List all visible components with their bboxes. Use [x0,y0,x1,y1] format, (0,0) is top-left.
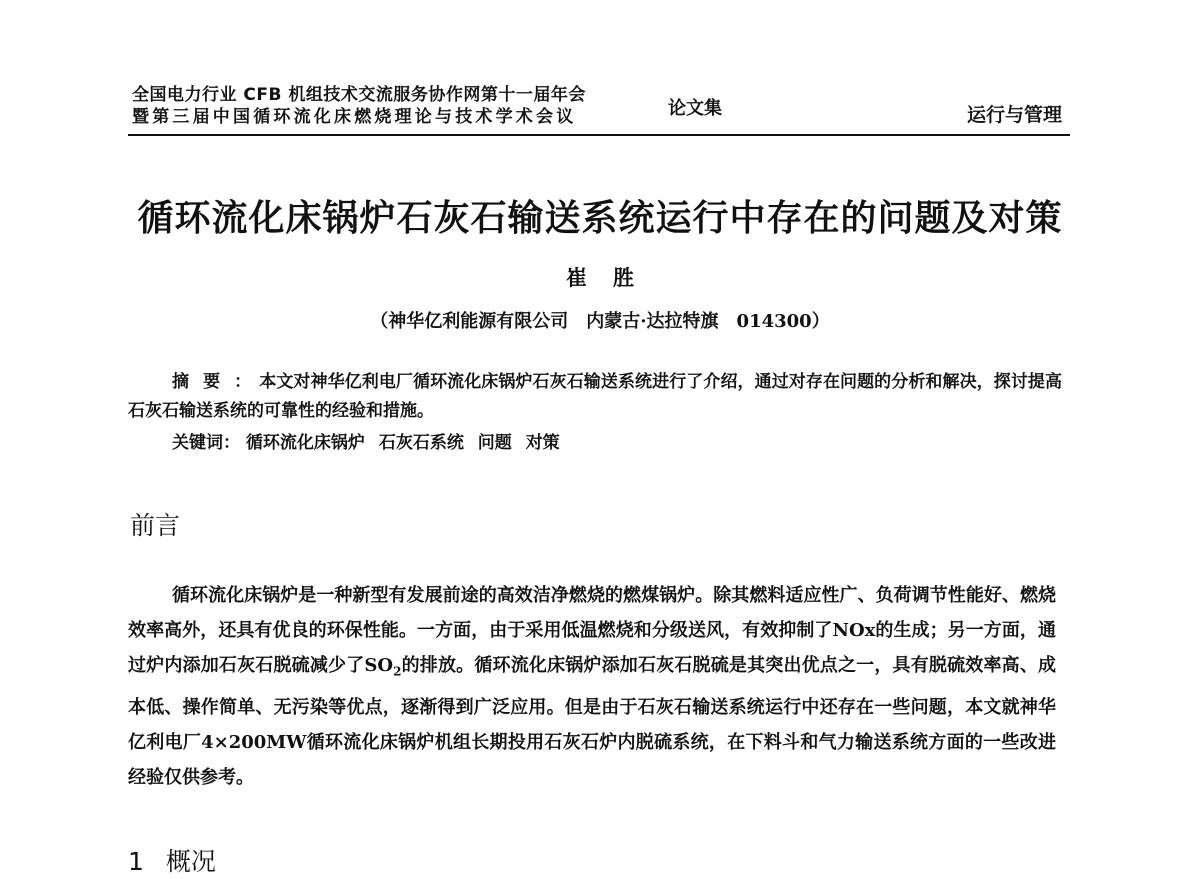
keywords-label: 关键词： [172,433,240,453]
keywords [172,428,568,453]
abstract-text: 本文对神华亿利电厂循环流化床锅炉石灰石输送系统进行了介绍，通过对存在问题的分析和解决，探讨提高石灰石输送系统的可靠性的经验和措施。 [128,372,1063,421]
abstract-label: 摘要： [172,372,266,392]
section-heading-preface: 前言 [130,511,181,540]
so2-subscript: 2 [393,664,402,679]
keyword: 问题 [477,433,512,453]
keyword: 循环流化床锅炉 [245,433,365,453]
conference-name [132,84,586,128]
keyword: 对策 [525,433,560,453]
collection-label: 论文集 [668,98,722,119]
preface-text-part-2: 的排放。循环流化床锅炉添加石灰石脱硫是其突出优点之一，具有脱硫效率高、成本低、操作简单、无污染等优点，逐渐得到广泛应用。但是由于石灰石输送系统运行中还存在一些问题，本文就神华亿利电厂4×200MW循环流化床锅炉机组长期投用石灰石炉内脱硫系统，在下料斗和气力输送系统方面的一些改进经验仅供参考。 [128,655,1056,788]
author-affiliation: （神华亿利能源有限公司 内蒙古·达拉特旗 014300） [370,311,830,332]
running-header [128,78,1070,136]
preface-paragraph [128,578,1056,795]
section-title: 概况 [165,847,216,876]
author-name: 崔胜 [566,265,660,290]
preface-text-part-1: 循环流化床锅炉是一种新型有发展前途的高效洁净燃烧的燃煤锅炉。除其燃料适应性广、负荷调节性能好、燃烧效率高外，还具有优良的环保性能。一方面，由于采用低温燃烧和分级送风，有效抑制了NOx的生成；另一方面，通过炉内添加石灰石脱硫减少了SO [128,585,1056,676]
keyword: 石灰石系统 [378,433,464,453]
abstract [128,368,1062,426]
conference-line-2: 暨第三届中国循环流化床燃烧理论与技术学术会议 [132,107,577,127]
conference-line-1: 全国电力行业 CFB 机组技术交流服务协作网第十一届年会 [132,85,586,105]
paper-title: 循环流化床锅炉石灰石输送系统运行中存在的问题及对策 [137,198,1063,239]
section-number: 1 [128,847,144,876]
section-tag: 运行与管理 [966,104,1062,126]
section-heading-1 [128,842,216,878]
